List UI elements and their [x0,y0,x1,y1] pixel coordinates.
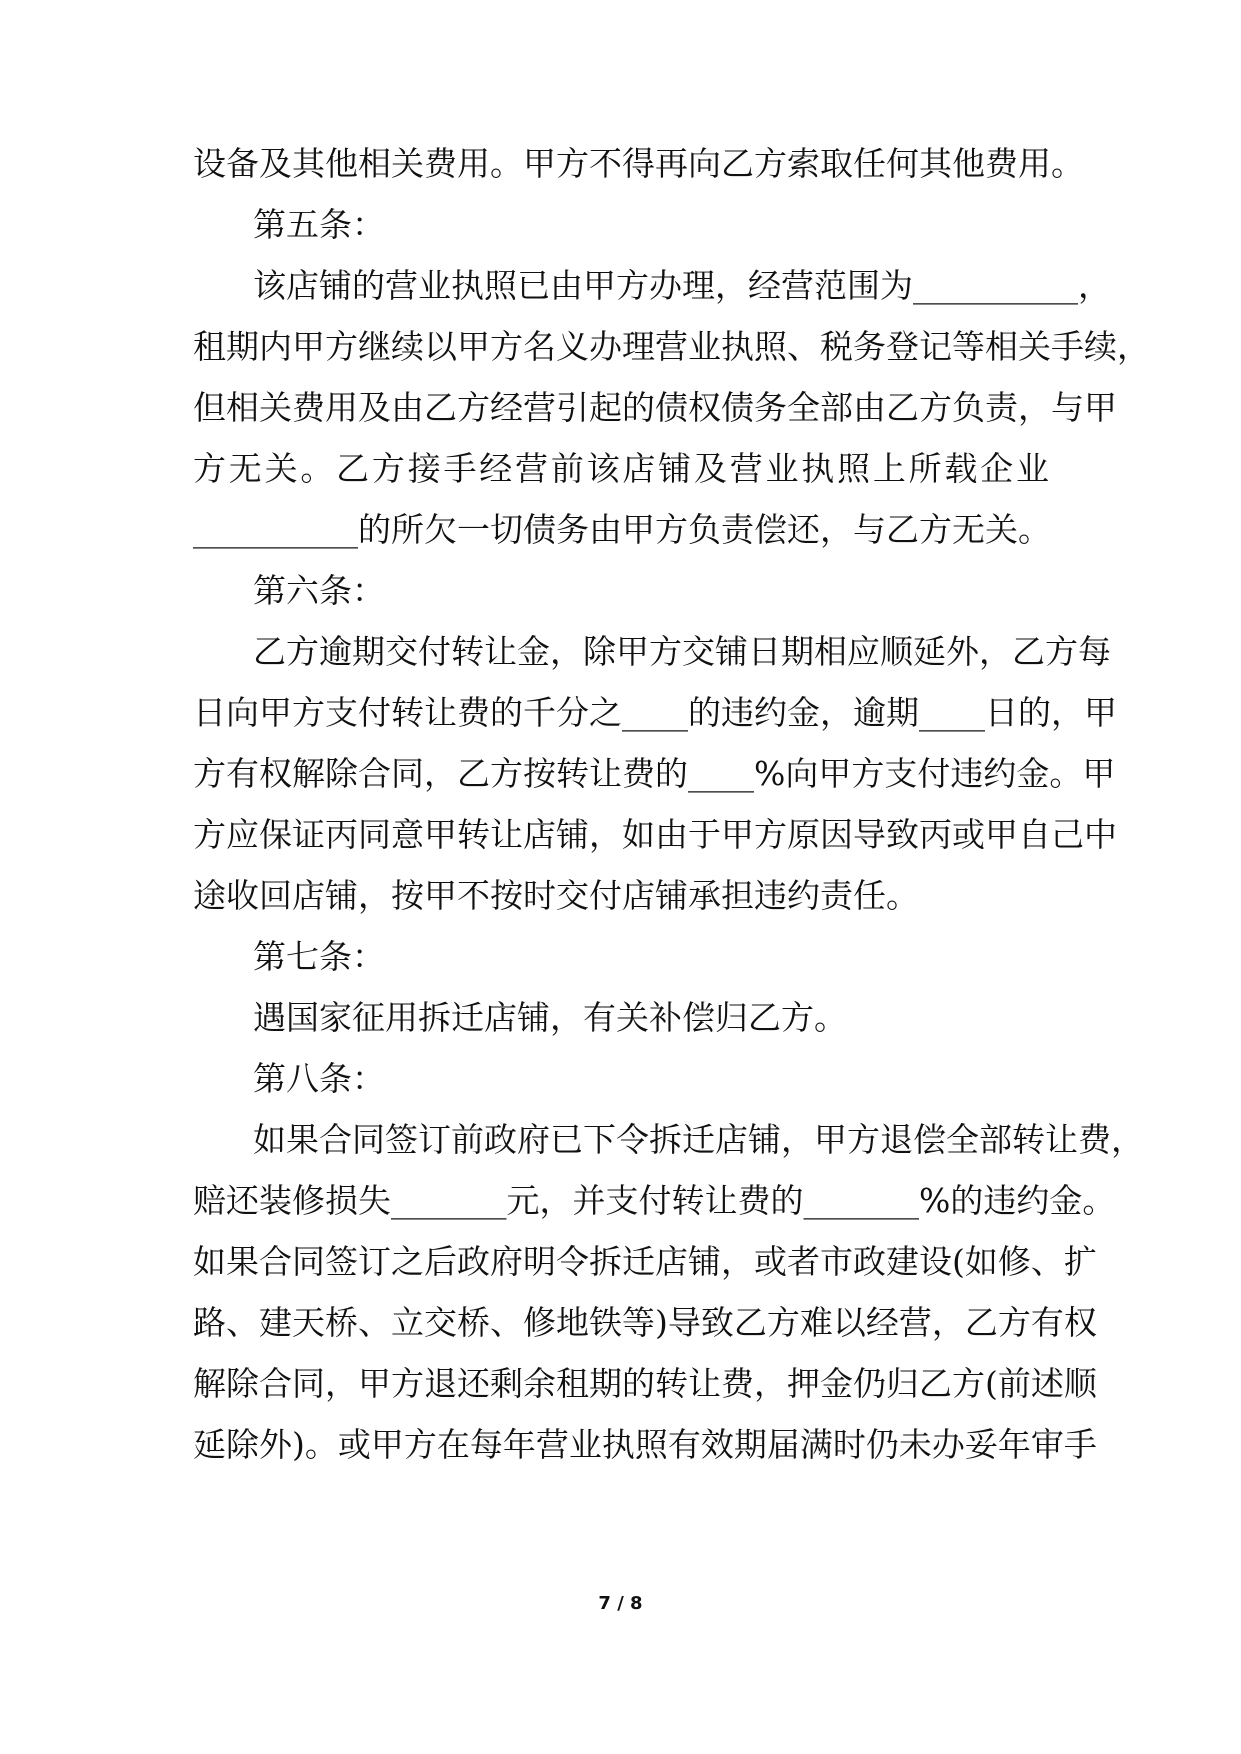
body-line: 途收回店铺，按甲不按时交付店铺承担违约责任。 [193,876,919,915]
body-line: 乙方逾期交付转让金，除甲方交铺日期相应顺延外，乙方每 [253,632,1111,671]
article-heading: 第六条： [253,571,385,610]
body-line: __________的所欠一切债务由甲方负责偿还，与乙方无关。 [193,510,1051,549]
body-line: 方有权解除合同，乙方按转让费的____%向甲方支付违约金。甲 [193,754,1116,793]
article-heading: 第五条： [253,205,385,244]
article-heading: 第七条： [253,937,385,976]
body-line: 如果合同签订之后政府明令拆迁店铺，或者市政建设(如修、扩 [193,1242,1097,1281]
body-line: 方应保证丙同意甲转让店铺，如由于甲方原因导致丙或甲自己中 [193,815,1117,854]
body-line: 设备及其他相关费用。甲方不得再向乙方索取任何其他费用。 [193,144,1084,183]
body-line: 方无关。乙方接手经营前该店铺及营业执照上所载企业 [193,449,1049,488]
body-line: 解除合同，甲方退还剩余租期的转让费，押金仍归乙方(前述顺 [193,1364,1097,1403]
body-line: 赔还装修损失_______元，并支付转让费的_______%的违约金。 [193,1181,1116,1220]
body-line: 租期内甲方继续以甲方名义办理营业执照、税务登记等相关手续， [193,327,1150,366]
body-line: 该店铺的营业执照已由甲方办理，经营范围为__________， [253,266,1111,305]
article-heading: 第八条： [253,1059,385,1098]
body-line: 延除外)。或甲方在每年营业执照有效期届满时仍未办妥年审手 [193,1425,1097,1464]
page-number: 7 / 8 [598,1593,643,1614]
body-line: 日向甲方支付转让费的千分之____的违约金，逾期____日的，甲 [193,693,1117,732]
body-line: 路、建天桥、立交桥、修地铁等)导致乙方难以经营，乙方有权 [193,1303,1097,1342]
body-line: 遇国家征用拆迁店铺，有关补偿归乙方。 [253,998,847,1037]
body-line: 但相关费用及由乙方经营引起的债权债务全部由乙方负责，与甲 [193,388,1117,427]
body-line: 如果合同签订前政府已下令拆迁店铺，甲方退偿全部转让费， [253,1120,1144,1159]
